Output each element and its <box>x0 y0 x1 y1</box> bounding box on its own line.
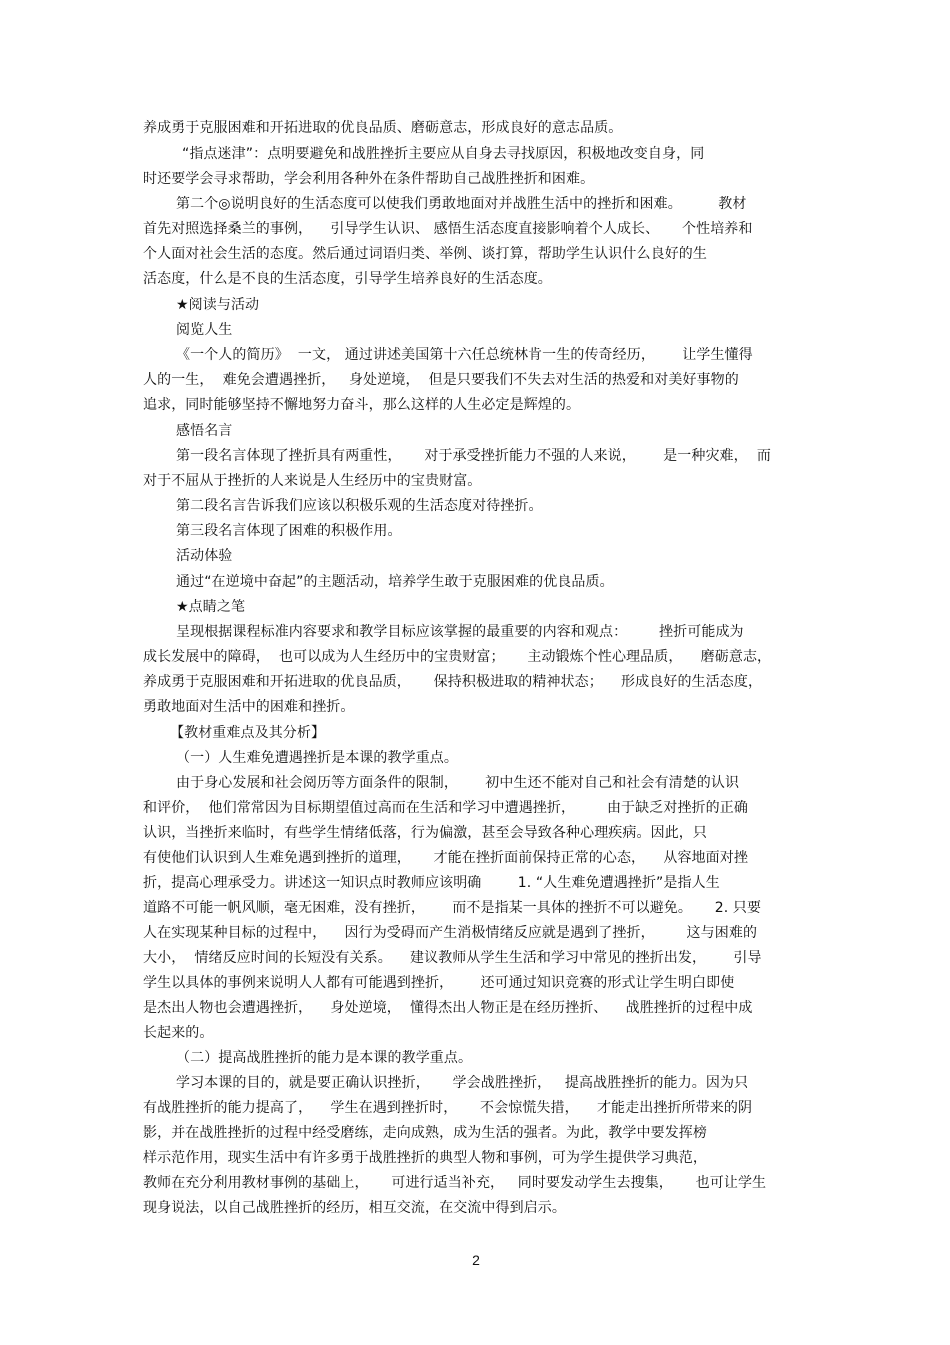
text-line: 追求，同时能够坚持不懈地努力奋斗，那么这样的人生必定是辉煌的。 <box>143 397 581 413</box>
text-line: 有战胜挫折的能力提高了， 学生在遇到挫折时， 不会惊慌失措， 才能走出挫折所带来的阴 <box>143 1100 753 1116</box>
subheading: 阅览人生 <box>176 322 233 338</box>
text-line: 第一段名言体现了挫折具有两重性， 对于承受挫折能力不强的人来说， 是一种灾难， 而 <box>176 448 771 464</box>
text-line: 成长发展中的障碍， 也可以成为人生经历中的宝贵财富； 主动锻炼个性心理品质， 磨砺意志， <box>143 649 772 665</box>
text-line: 有使他们认识到人生难免遇到挫折的道理， 才能在挫折面前保持正常的心态， 从容地面对挫 <box>143 850 748 866</box>
text-line: 时还要学会寻求帮助，学会利用各种外在条件帮助自己战胜挫折和困难。 <box>143 171 595 187</box>
subheading: （二）提高战胜挫折的能力是本课的教学重点。 <box>176 1050 473 1066</box>
text-line: 折，提高心理承受力。讲述这一知识点时教师应该明确 1. “人生难免遭遇挫折”是指人生 <box>143 875 720 891</box>
text-line: 教师在充分利用教材事例的基础上， 可进行适当补充， 同时要发动学生去搜集， 也可让学生 <box>143 1175 767 1191</box>
text-line: 样示范作用，现实生活中有许多勇于战胜挫折的典型人物和事例，可为学生提供学习典范， <box>143 1150 707 1166</box>
text-line: 养成勇于克服困难和开拓进取的优良品质， 保持积极进取的精神状态； 形成良好的生活态度， <box>143 674 763 690</box>
text-line: 活态度，什么是不良的生活态度，引导学生培养良好的生活态度。 <box>143 271 552 287</box>
text-line: 认识，当挫折来临时，有些学生情绪低落，行为偏激，甚至会导致各种心理疾病。因此，只 <box>143 825 707 841</box>
section-heading: ★阅读与活动 <box>176 297 260 313</box>
text-line: 养成勇于克服困难和开拓进取的优良品质、磨砺意志，形成良好的意志品质。 <box>143 120 623 136</box>
text-line: 呈现根据课程标准内容要求和教学目标应该掌握的最重要的内容和观点： 挫折可能成为 <box>176 624 744 640</box>
text-line: 《一个人的简历》 一文， 通过讲述美国第十六任总统林肯一生的传奇经历， 让学生懂得 <box>176 347 753 363</box>
text-line: 长起来的。 <box>143 1025 214 1041</box>
text-line: 勇敢地面对生活中的困难和挫折。 <box>143 699 355 715</box>
text-line: 人在实现某种目标的过程中， 因行为受碍而产生消极情绪反应就是遇到了挫折， 这与困难的 <box>143 925 758 941</box>
text-line: 人的一生， 难免会遭遇挫折， 身处逆境， 但是只要我们不失去对生活的热爱和对美好事物的 <box>143 372 739 388</box>
text-line: 个人面对社会生活的态度。然后通过词语归类、举例、谈打算，帮助学生认识什么良好的生 <box>143 246 707 262</box>
section-heading: 【教材重难点及其分析】 <box>170 725 326 741</box>
text-line: 学生以具体的事例来说明人人都有可能遇到挫折， 还可通过知识竞赛的形式让学生明白即使 <box>143 975 735 991</box>
subheading: 活动体验 <box>176 548 233 564</box>
text-line: “指点迷津”：点明要避免和战胜挫折主要应从自身去寻找原因，积极地改变自身，同 <box>182 146 705 162</box>
subheading: （一）人生难免遭遇挫折是本课的教学重点。 <box>176 750 458 766</box>
text-line: 对于不屈从于挫折的人来说是人生经历中的宝贵财富。 <box>143 473 482 489</box>
text-line: 大小， 情绪反应时间的长短没有关系。 建议教师从学生生活和学习中常见的挫折出发， 引导 <box>143 950 762 966</box>
text-line: 影，并在战胜挫折的过程中经受磨练，走向成熟，成为生活的强者。为此，教学中要发挥榜 <box>143 1125 707 1141</box>
text-line: 学习本课的目的，就是要正确认识挫折， 学会战胜挫折， 提高战胜挫折的能力。因为只 <box>176 1075 749 1091</box>
text-line: 第三段名言体现了困难的积极作用。 <box>176 523 402 539</box>
text-line: 和评价， 他们常常因为目标期望值过高而在生活和学习中遭遇挫折， 由于缺乏对挫折的正确 <box>143 800 748 816</box>
subheading: 感悟名言 <box>176 423 233 439</box>
text-line: 是杰出人物也会遭遇挫折， 身处逆境， 懂得杰出人物正是在经历挫折、 战胜挫折的过程中成 <box>143 1000 753 1016</box>
text-line: 由于身心发展和社会阅历等方面条件的限制， 初中生还不能对自己和社会有清楚的认识 <box>176 775 740 791</box>
text-line: 现身说法，以自己战胜挫折的经历，相互交流，在交流中得到启示。 <box>143 1200 566 1216</box>
text-line: 第二段名言告诉我们应该以积极乐观的生活态度对待挫折。 <box>176 498 543 514</box>
text-line: 道路不可能一帆风顺，毫无困难，没有挫折， 而不是指某一具体的挫折不可以避免。 2. 只要 <box>143 900 762 916</box>
section-heading: ★点睛之笔 <box>176 599 246 615</box>
text-line: 通过“在逆境中奋起”的主题活动，培养学生敢于克服困难的优良品质。 <box>176 574 614 590</box>
text-line: 首先对照选择桑兰的事例， 引导学生认识、 感悟生活态度直接影响着个人成长、 个性培养和 <box>143 221 753 237</box>
page-number: 2 <box>472 1252 480 1268</box>
text-line: 第二个◎说明良好的生活态度可以使我们勇敢地面对并战胜生活中的挫折和困难。 教材 <box>176 196 747 212</box>
